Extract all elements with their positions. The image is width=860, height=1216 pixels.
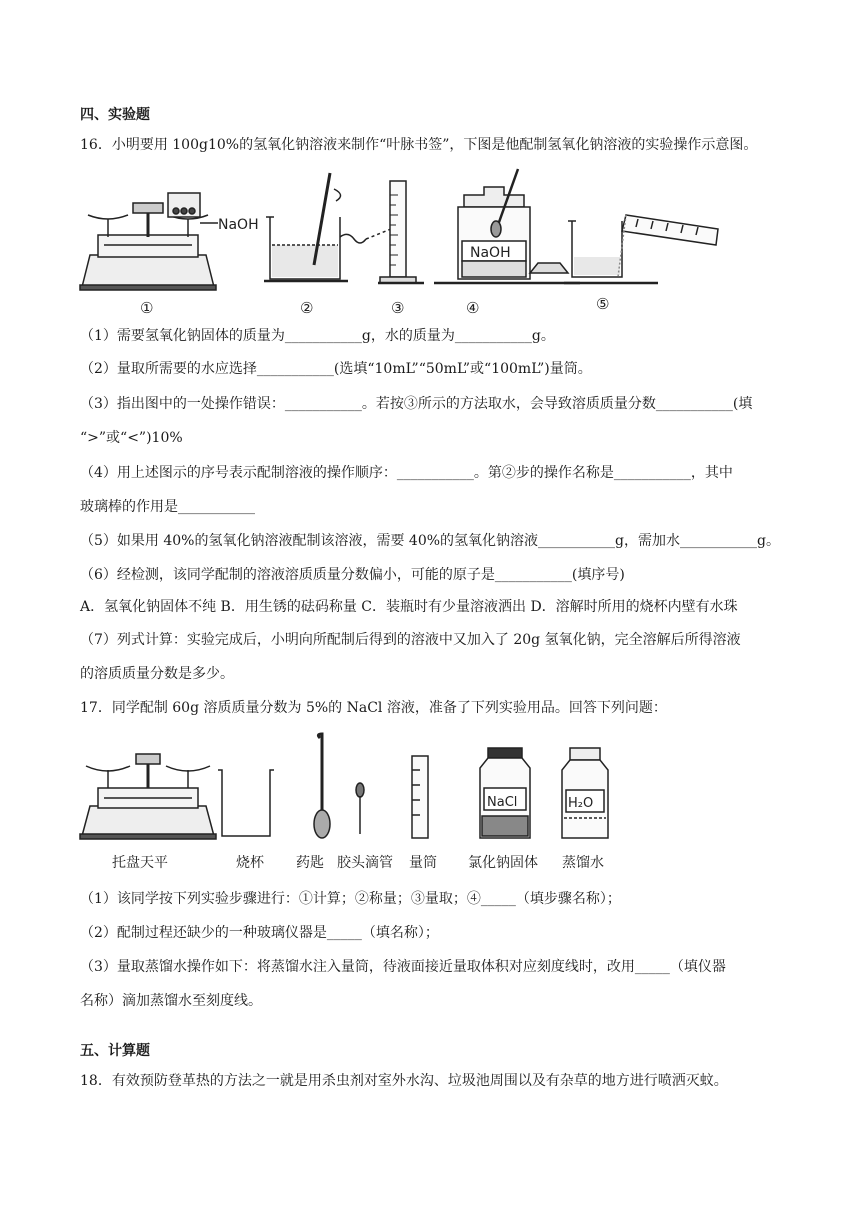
nacl-bottle-icon	[480, 748, 530, 838]
q17-part-1: （1）该同学按下列实验步骤进行：①计算；②称量；③量取；④_____（填步骤名称）；	[80, 891, 621, 907]
step-5-label: ⑤	[596, 295, 610, 313]
naoh-label: NaOH	[218, 217, 259, 233]
label-balance: 托盘天平	[112, 855, 168, 871]
q16-part-7b: 的溶质质量分数是多少。	[80, 666, 234, 682]
beaker-pouring-icon	[564, 215, 718, 283]
label-beaker: 烧杯	[236, 855, 264, 871]
balance-icon	[80, 754, 216, 839]
label-cylinder: 量筒	[409, 855, 437, 871]
q16-part-7a: （7）列式计算：实验完成后，小明向所配制后得到的溶液中又加入了 20g 氢氧化钠，完全溶解后所得溶液	[80, 632, 741, 648]
section-4-heading: 四、实验题	[80, 107, 150, 123]
bottle-naoh-label: NaOH	[470, 245, 511, 261]
q17-part-2: （2）配制过程还缺少的一种玻璃仪器是_____（填名称）；	[80, 925, 439, 941]
step-1-label: ①	[140, 299, 154, 317]
q16-part-1: （1）需要氢氧化钠固体的质量为___________g，水的质量为___________g。	[80, 328, 555, 344]
beaker-icon	[218, 770, 274, 836]
reagent-bottle-icon	[434, 169, 580, 283]
q16-figure	[78, 165, 728, 320]
q16-part-3a: （3）指出图中的一处操作错误：___________。若按③所示的方法取水，会导致溶质质量分数___________(填	[80, 396, 753, 412]
q16-part-4b: 玻璃棒的作用是___________	[80, 499, 255, 515]
water-bottle-label: H₂O	[568, 796, 594, 811]
q17-part-3b: 名称）滴加蒸馏水至刻度线。	[80, 993, 262, 1009]
q16-part-2: （2）量取所需要的水应选择___________(选填“10mL”“50mL”或“100mL”)量筒。	[80, 361, 592, 377]
nacl-bottle-label: NaCl	[487, 795, 518, 810]
q17-stem: 17．同学配制 60g 溶质质量分数为 5%的 NaCl 溶液，准备了下列实验用品。回答下列问题：	[80, 700, 667, 716]
balance-icon	[80, 193, 218, 290]
label-water: 蒸馏水	[562, 855, 604, 871]
label-dropper: 胶头滴管	[337, 855, 393, 871]
step-3-label: ③	[391, 299, 405, 317]
q17-part-3a: （3）量取蒸馏水操作如下：将蒸馏水注入量筒，待液面接近量取体积对应刻度线时，改用_____（填仪器	[80, 959, 726, 975]
section-5-heading: 五、计算题	[80, 1043, 150, 1059]
dropper-icon	[356, 783, 364, 834]
q16-part-6: （6）经检测，该同学配制的溶液溶质质量分数偏小，可能的原子是___________(填序号)	[80, 567, 625, 583]
spoon-icon	[314, 734, 330, 838]
q17-figure	[78, 730, 638, 845]
label-nacl: 氯化钠固体	[468, 855, 538, 871]
q16-stem: 16．小明要用 100g10%的氢氧化钠溶液来制作“叶脉书签”，下图是他配制氢氧化钠溶液的实验操作示意图。	[80, 137, 758, 153]
label-spoon: 药匙	[296, 855, 324, 871]
water-bottle-icon	[562, 748, 608, 838]
q18-stem: 18．有效预防登革热的方法之一就是用杀虫剂对室外水沟、垃圾池周围以及有杂草的地方进行喷洒灭蚊。	[80, 1073, 728, 1089]
q16-part-3b: “>”或“<”)10%	[80, 430, 183, 446]
step-4-label: ④	[466, 299, 480, 317]
q16-part-4a: （4）用上述图示的序号表示配制溶液的操作顺序：___________。第②步的操作名称是___________，其中	[80, 465, 733, 481]
step-2-label: ②	[300, 299, 314, 317]
q16-options: A．氢氧化钠固体不纯 B．用生锈的砝码称量 C．装瓶时有少量溶液洒出 D．溶解时所用的烧杯内壁有水珠	[80, 599, 738, 615]
graduated-cylinder-icon	[412, 756, 428, 838]
q16-part-5: （5）如果用 40%的氢氧化钠溶液配制该溶液，需要 40%的氢氧化钠溶液___________g，需加水___________g。	[80, 533, 780, 549]
beaker-stirring-icon	[264, 173, 348, 281]
